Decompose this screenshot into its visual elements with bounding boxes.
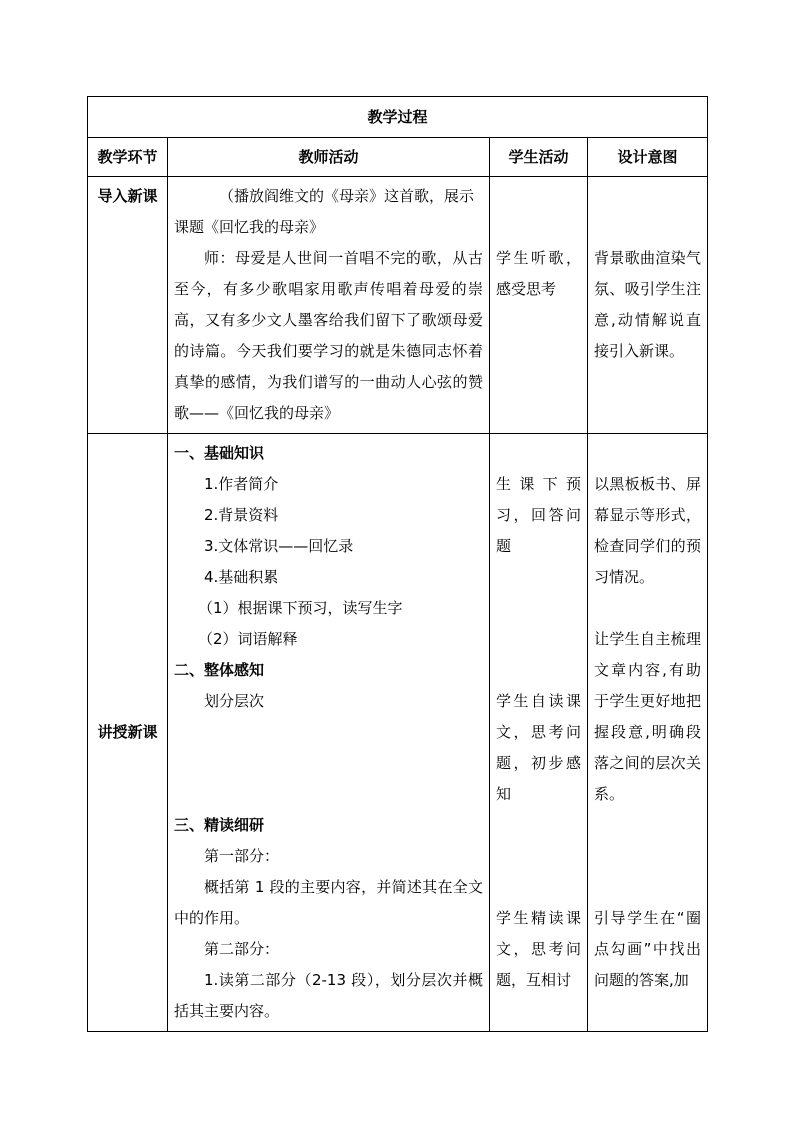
intent-lecture-2: 让学生自主梳理文章内容,有助于学生更好地把握段意,明确段落之间的层次关系。 <box>594 630 702 803</box>
section2-item: 划分层次 <box>204 692 265 710</box>
section1-item: 1.作者简介 <box>204 475 279 493</box>
section1-title: 一、基础知识 <box>174 444 265 462</box>
table-row-lecture <box>88 434 708 1032</box>
section1-item: 4.基础积累 <box>204 568 279 586</box>
stage-lecture: 讲授新课 <box>88 434 168 1032</box>
teacher-lecture <box>168 434 490 1032</box>
teacher-intro-p1: （播放阎维文的《母亲》这首歌，展示课题《回忆我的母亲》 <box>174 187 475 236</box>
table-header-row <box>88 138 708 177</box>
student-lecture-2: 学生自读课文，思考问题，初步感知 <box>496 692 581 803</box>
student-intro <box>490 177 588 434</box>
intent-intro-text: 背景歌曲渲染气氛、吸引学生注意,动情解说直接引入新课。 <box>594 249 702 360</box>
intent-lecture-3: 引导学生在“圈点勾画”中找出问题的答案,加 <box>594 909 702 989</box>
header-intent: 设计意图 <box>588 138 708 177</box>
section1-subitem: （2）词语解释 <box>198 630 298 648</box>
section3-part2-label: 第二部分： <box>204 940 280 958</box>
table-row-intro <box>88 177 708 434</box>
header-stage: 教学环节 <box>88 138 168 177</box>
student-lecture <box>490 434 588 1032</box>
student-intro-text: 学生听歌，感受思考 <box>496 249 581 298</box>
teacher-intro <box>168 177 490 434</box>
header-student: 学生活动 <box>490 138 588 177</box>
section3-part1-task: 概括第 1 段的主要内容，并简述其在全文中的作用。 <box>174 878 483 927</box>
intent-intro <box>588 177 708 434</box>
section3-title: 三、精读细研 <box>174 816 265 834</box>
section1-item: 2.背景资料 <box>204 506 279 524</box>
table-title-row <box>88 97 708 138</box>
stage-intro: 导入新课 <box>88 177 168 434</box>
lesson-plan-table <box>87 96 708 1032</box>
section1-item: 3.文体常识——回忆录 <box>204 537 354 555</box>
intent-lecture-1: 以黑板板书、屏幕显示等形式，检查同学们的预习情况。 <box>594 475 702 586</box>
table-title: 教学过程 <box>88 97 708 138</box>
teacher-intro-p2: 师：母爱是人世间一首唱不完的歌，从古至今，有多少歌唱家用歌声传唱着母爱的崇高，又有多少文人墨客给我们留下了歌颂母爱的诗篇。今天我们要学习的就是朱德同志怀着真挚的感情，为我们谱写的一曲动人心弦的赞歌——《回忆我的母亲》 <box>174 249 483 422</box>
student-lecture-1: 生课下预习，回答问题 <box>496 475 581 555</box>
section3-part1-label: 第一部分： <box>204 847 280 865</box>
student-lecture-3: 学生精读课文，思考问题，互相讨 <box>496 909 581 989</box>
intent-lecture <box>588 434 708 1032</box>
header-teacher: 教师活动 <box>168 138 490 177</box>
section2-title: 二、整体感知 <box>174 661 265 679</box>
section1-subitem: （1）根据课下预习，读写生字 <box>198 599 403 617</box>
section3-part2-task: 1.读第二部分（2-13 段），划分层次并概括其主要内容。 <box>174 971 483 1020</box>
